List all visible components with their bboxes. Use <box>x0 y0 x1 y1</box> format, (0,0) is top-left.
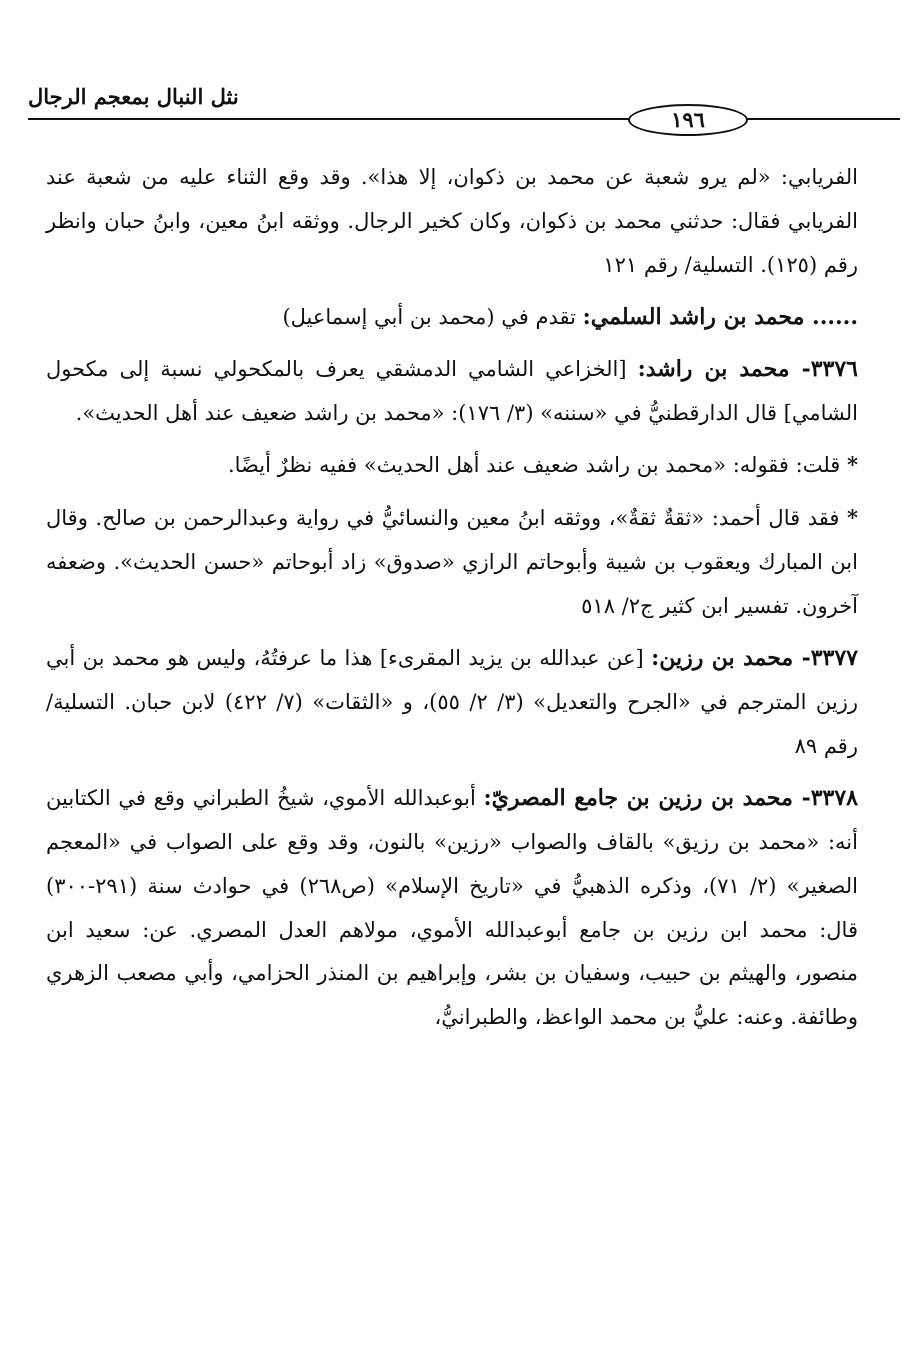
entry-text: تقدم في (محمد بن أبي إسماعيل) <box>282 304 576 329</box>
entry-text: [الخزاعي الشامي الدمشقي يعرف بالمكحولي نسبة إلى مكحول الشامي] قال الدارقطنيُّ في «سننه» (٣/ ١٧٦): «محمد بن راشد ضعيف عند أهل الحديث». <box>46 356 858 425</box>
note-paragraph <box>46 496 858 629</box>
entry-text: أبوعبدالله الأموي، شيخُ الطبراني وقع في الكتابين أنه: «محمد بن رزيق» بالقاف والصواب «رزين» بالنون، وقد وقع على الصواب في «المعجم الصغير» (٢/ ٧١)، وذكره الذهبيُّ في «تاريخ الإسلام» (ص٢٦٨) في حوادث سنة (٢٩١-٣٠٠) قال: محمد ابن رزين بن جامع أبوعبدالله الأموي، مولاهم العدل المصري. عن: سعيد ابن منصور، والهيثم بن حبيب، وسفيان بن بشر، وإبراهيم بن المنذر الحزامي، وأبي مصعب الزهري وطائفة. وعنه: عليُّ بن محمد الواعظ، والطبرانيُّ، <box>46 785 858 1030</box>
page-number: ١٩٦ <box>628 104 748 136</box>
paragraph-continuation <box>46 156 858 288</box>
book-title: نثل النبال بمعجم الرجال <box>28 84 239 109</box>
page-body <box>46 156 858 1040</box>
cross-reference-entry <box>46 296 858 340</box>
note-text: فقد قال أحمد: «ثقةٌ ثقةٌ»، ووثقه ابنُ معين والنسائيُّ في رواية وعبدالرحمن بن صالح. وقال ابن المبارك ويعقوب بن شيبة وأبوحاتم الرازي «صدوق» زاد أبوحاتم «حسن الحديث». وضعفه آخرون. تفسير ابن كثير ج٢/ ٥١٨ <box>46 506 858 619</box>
entry-heading: ٣٣٧٧- محمد بن رزين: <box>651 645 858 672</box>
entry-heading: ٣٣٧٦- محمد بن راشد: <box>637 355 858 382</box>
paragraph-text: الفريابي: «لم يرو شعبة عن محمد بن ذكوان، إلا هذا». وقد وقع الثناء عليه من شعبة عند الفريابي فقال: حدثني محمد بن ذكوان، وكان كخير الرجال. ووثقه ابنُ معين، وابنُ حبان وانظر رقم (١٢٥). التسلية/ رقم ١٢١ <box>46 165 858 277</box>
entry-3376 <box>46 348 858 436</box>
entry-heading: ٣٣٧٨- محمد بن رزين بن جامع المصريّ: <box>483 784 858 811</box>
asterisk-marker: * <box>847 452 858 478</box>
note-paragraph <box>46 443 858 488</box>
asterisk-marker: * <box>847 505 858 531</box>
entry-3377 <box>46 637 858 769</box>
page-header <box>28 80 900 140</box>
header-rule <box>28 118 900 120</box>
entry-3378 <box>46 777 858 1040</box>
entry-text: [عن عبدالله بن يزيد المقرىء] هذا ما عرفتُهُ، وليس هو محمد بن أبي رزين المترجم في «الجرح والتعديل» (٣/ ٢/ ٥٥)، و «الثقات» (٧/ ٤٢٢) لابن حبان. التسلية/ رقم ٨٩ <box>46 646 858 758</box>
entry-heading: ...... محمد بن راشد السلمي: <box>582 303 858 330</box>
note-text: قلت: فقوله: «محمد بن راشد ضعيف عند أهل الحديث» ففيه نظرٌ أيضًا. <box>227 453 841 478</box>
